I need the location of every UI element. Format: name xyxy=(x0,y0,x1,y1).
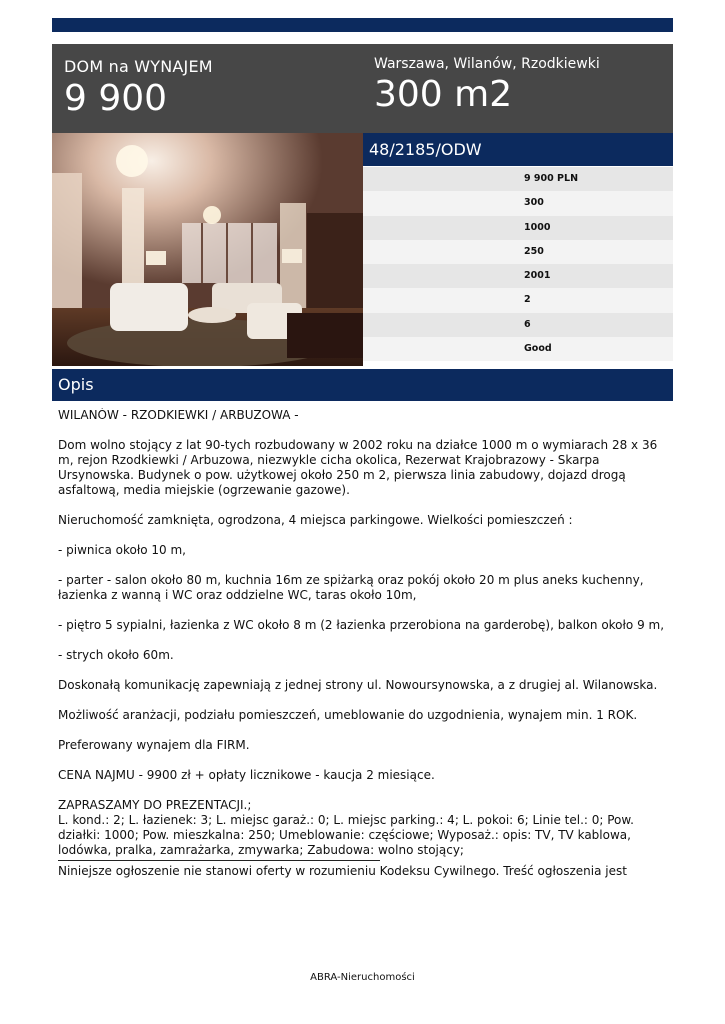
description-paragraph: CENA NAJMU - 9900 zł + opłaty licznikowe - kaucja 2 miesiące. xyxy=(58,768,435,782)
parameters-table xyxy=(363,167,673,361)
description-title: Opis xyxy=(58,375,94,394)
description-paragraph: - parter - salon około 80 m, kuchnia 16m ze spiżarką oraz pokój około 20 m plus aneks kuchenny, łazienka z wanną i WC oraz oddzielne WC, taras około 10m, xyxy=(58,573,644,602)
disclaimer: Niniejsze ogłoszenie nie stanowi oferty w rozumieniu Kodeksu Cywilnego. Treść ogłoszenia jest xyxy=(58,864,627,878)
description-paragraph: Dom wolno stojący z lat 90-tych rozbudowany w 2002 roku na działce 1000 m o wymiarach 28 x 36 m, rejon Rzodkiewki / Arbuzowa, niezwykle cicha okolica, Rezerwat Krajobrazowy - Skarpa Ursynowska. Budynek o pow. użytkowej około 250 m 2, pierwsza linia zabudowy, dojazd drogą asfaltową, media miejskie (ogrzewanie gazowe). xyxy=(58,438,658,497)
top-accent-bar xyxy=(52,18,673,32)
listing-type: DOM na WYNAJEM xyxy=(64,57,213,76)
param-value: 6 xyxy=(524,318,531,330)
param-value: 300 xyxy=(524,197,544,209)
param-row xyxy=(363,264,673,288)
reference-number: 48/2185/ODW xyxy=(369,140,482,159)
param-row xyxy=(363,167,673,191)
description-paragraph: Nieruchomość zamknięta, ogrodzona, 4 miejsca parkingowe. Wielkości pomieszczeń : xyxy=(58,513,573,527)
param-row xyxy=(363,313,673,337)
property-photo xyxy=(52,133,363,366)
description-paragraph: Możliwość aranżacji, podziału pomieszczeń, umeblowanie do uzgodnienia, wynajem min. 1 ROK. xyxy=(58,708,638,722)
description-paragraph: WILANÓW - RZODKIEWKI / ARBUZOWA - xyxy=(58,408,299,422)
param-value: 2 xyxy=(524,294,531,306)
param-value: 250 xyxy=(524,245,544,257)
divider xyxy=(58,860,380,861)
listing-area: 300 m2 xyxy=(374,74,513,115)
param-row xyxy=(363,191,673,215)
description-paragraph: Doskonałą komunikację zapewniają z jednej strony ul. Nowoursynowska, a z drugiej al. Wilanowska. xyxy=(58,678,658,692)
description-paragraph: Preferowany wynajem dla FIRM. xyxy=(58,738,250,752)
description-body xyxy=(58,408,673,926)
param-row xyxy=(363,288,673,312)
description-paragraph: - piętro 5 sypialni, łazienka z WC około 8 m (2 łazienka przerobiona na garderobę), balkon około 9 m, xyxy=(58,618,665,632)
param-row xyxy=(363,337,673,361)
description-header xyxy=(52,369,673,401)
param-value: Good xyxy=(524,343,552,355)
description-paragraph: L. kond.: 2; L. łazienek: 3; L. miejsc garaż.: 0; L. miejsc parking.: 4; L. pokoi: 6; Linie tel.: 0; Pow. działki: 1000; Pow. mieszkalna: 250; Umeblowanie: częściowe; Wyposaż.: opis: TV, TV kablowa, lodówka, pralka, zamrażarka, zmywarka; Zabudowa: wolno stojący; xyxy=(58,813,634,857)
description-paragraph: - piwnica około 10 m, xyxy=(58,543,186,557)
listing-location: Warszawa, Wilanów, Rzodkiewki xyxy=(374,56,600,72)
description-paragraph: - strych około 60m. xyxy=(58,648,174,662)
description-paragraph: ZAPRASZAMY DO PREZENTACJI.; xyxy=(58,798,252,812)
footer-agency: ABRA-Nieruchomości xyxy=(310,972,415,983)
listing-price: 9 900 xyxy=(64,78,168,119)
param-row xyxy=(363,240,673,264)
reference-bar xyxy=(363,133,673,166)
param-row xyxy=(363,216,673,240)
listing-header xyxy=(52,44,673,133)
param-value: 9 900 PLN xyxy=(524,173,579,184)
param-value: 2001 xyxy=(524,270,551,282)
param-value: 1000 xyxy=(524,221,551,233)
